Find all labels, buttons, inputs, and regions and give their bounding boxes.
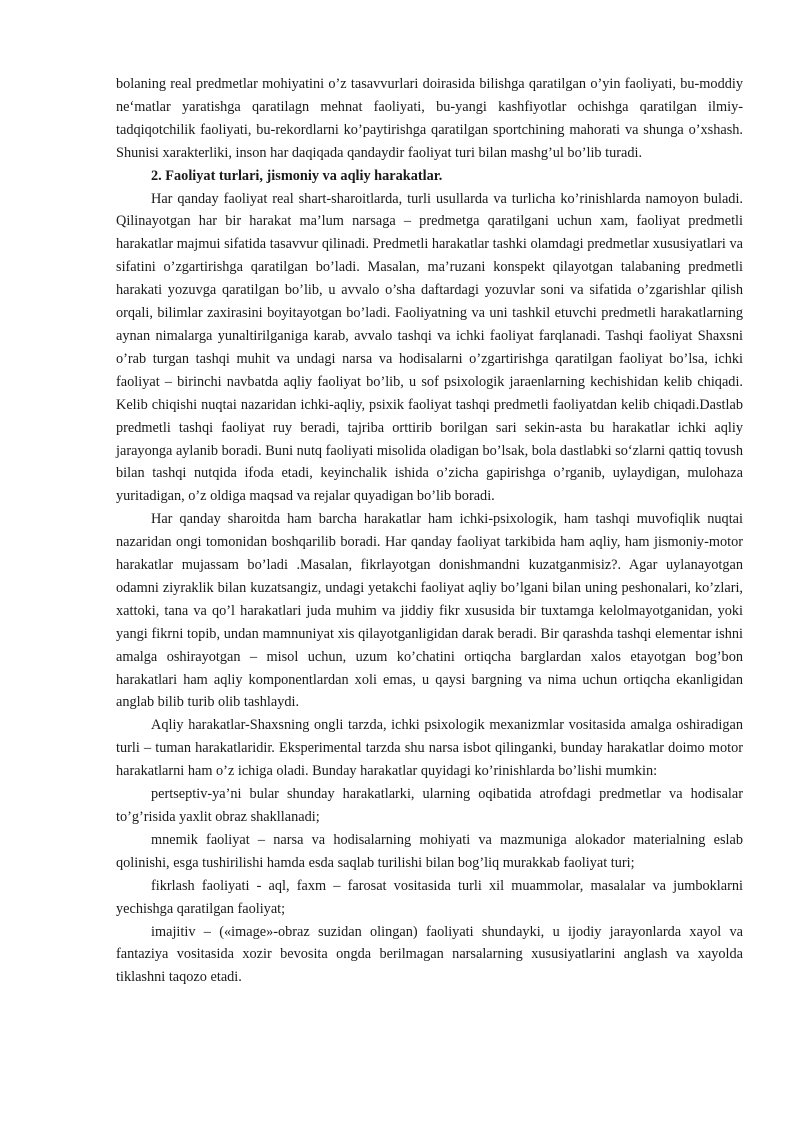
- list-item-perceptive: pertseptiv-ya’ni bular shunday harakatlarki, ularning oqibatida atrofdagi predmetlar va hodisalar to’g’risida yaxlit obraz shakllanadi;: [116, 786, 743, 825]
- document-page: [116, 73, 743, 989]
- list-item-mnemic: mnemik faoliyat – narsa va hodisalarning mohiyati va mazmuniga alokador materialning eslab qolinishi, esga tushirilishi hamda esda saqlab turilishi bilan bog’liq murakkab faoliyat turi;: [116, 831, 743, 871]
- paragraph-mental-physical: Har qanday sharoitda ham barcha harakatlar ham ichki-psixologik, ham tashqi muvofiqlik nuqtai nazaridan ongi tomonidan boshqarilib boradi. Har qanday faoliyat tarkibida ham aqliy, ham jismoniy-motor harakatlar mujassam bo’ladi .Masalan, fikrlayotgan donishmandni kuzatganmisiz?. Agar uylanayotgan odamni ziyraklik bilan kuzatsangiz, undagi yetakchi faoliyat aqliy bo’lgani bilan uning peshonalari, ko’zlari, xattoki, tana va qo’l harakatlari juda muhim va jiddiy fikr xususida bir tuxtamga kelolmayotganidan, yoki yangi fikrni topib, undan mamnuniyat xis qilayotganligidan darak beradi. Bir qarashda tashqi elementar ishni amalga oshirayotgan – misol uchun, uzum ko’chatini ortiqcha barglardan xalos etayotgan bog’bon harakatlari ham aqliy komponentlardan xoli emas, u qaysi bargning va nima uchun ortiqcha ekanligidan anglab bilib turib olib tashlaydi.: [116, 511, 743, 711]
- paragraph-intro: bolaning real predmetlar mohiyatini o’z tasavvurlari doirasida bilishga qaratilgan o’yin faoliyati, bu-moddiy ne‘matlar yaratishga qaratilagn mehnat faoliyati, bu-yangi kashfiyotlar ochishga qaratilgan ilmiy-tadqiqotchilik faoliyati, bu-rekordlarni ko’paytirishga qaratilgan sportchining mahorati va shunga o’xshash. Shunisi xarakterliki, inson har daqiqada qandaydir faoliyat turi bilan mashg’ul bo’lib turadi.: [116, 76, 743, 161]
- paragraph-activity-forms: Har qanday faoliyat real shart-sharoitlarda, turli usullarda va turlicha ko’rinishlarda namoyon buladi. Qilinayotgan har bir harakat ma’lum narsaga – predmetga qaratilgani uchun xam, faoliyat predmetli harakatlar majmui sifatida tasavvur qilinadi. Predmetli harakatlar tashki olamdagi predmetlar xususiyatlari va sifatini o’zgartirishga qaratilgan bo’ladi. Masalan, ma’ruzani konspekt qilayotgan talabaning predmetli harakati yozuvga qaratilgan bo’lib, u avvalo o’sha daftardagi yozuvlar soni va sifatida o’zgarishlar qilish orqali, bilimlar zaxirasini boyitayotgan bo’ladi. Faoliyatning va uni tashkil etuvchi predmetli harakatlarning aynan nimalarga yunaltirilganiga karab, avvalo tashqi va ichki faoliyat farqlanadi. Tashqi faoliyat Shaxsni o’rab turgan tashqi muhit va undagi narsa va hodisalarni o’zgartirishga qaratilgan faoliyat bo’lsa, ichki faoliyat – birinchi navbatda aqliy faoliyat bo’lib, u sof psixologik jaraenlarning kechishidan kelib chiqadi. Kelib chiqishi nuqtai nazaridan ichki-aqliy, psixik faoliyat tashqi predmetli faoliyatdan kelib chiqadi.Dastlab predmetli tashqi faoliyat ruy beradi, tajriba orttirib borilgan sari sekin-asta bu harakatlar ichki aqliy jarayonga aylanib boradi. Buni nutq faoliyati misolida oladigan bo’lsak, bola dastlabki so‘zlarni qattiq tovush bilan tashqi nutqida ifoda etadi, keyinchalik ishida o’zicha gapirishga o’rganib, uylaydigan, mulohaza yuritadigan, o’z oldiga maqsad va rejalar quyadigan bo’lib boradi.: [116, 190, 743, 505]
- section-heading: 2. Faoliyat turlari, jismoniy va aqliy harakatlar.: [151, 167, 443, 184]
- paragraph-mental-actions: Aqliy harakatlar-Shaxsning ongli tarzda, ichki psixologik mexanizmlar vositasida amalga oshiradigan turli – tuman harakatlaridir. Eksperimental tarzda shu narsa isbot qilinganki, bunday harakatlar doimo motor harakatlarni ham o’z ichiga oladi. Bunday harakatlar quyidagi ko’rinishlarda bo’lishi mumkin:: [116, 717, 743, 780]
- list-item-imaginative: imajitiv – («image»-obraz suzidan olingan) faoliyati shundayki, u ijodiy jarayonlarda xayol va fantaziya vositasida xozir bevosita ongda berilmagan narsalarning xususiyatlarini anglash va xayolda tiklashni taqozo etadi.: [116, 923, 743, 986]
- list-item-thinking: fikrlash faoliyati - aql, faxm – farosat vositasida turli xil muammolar, masalalar va jumboklarni yechishga qaratilgan faoliyat;: [116, 877, 743, 917]
